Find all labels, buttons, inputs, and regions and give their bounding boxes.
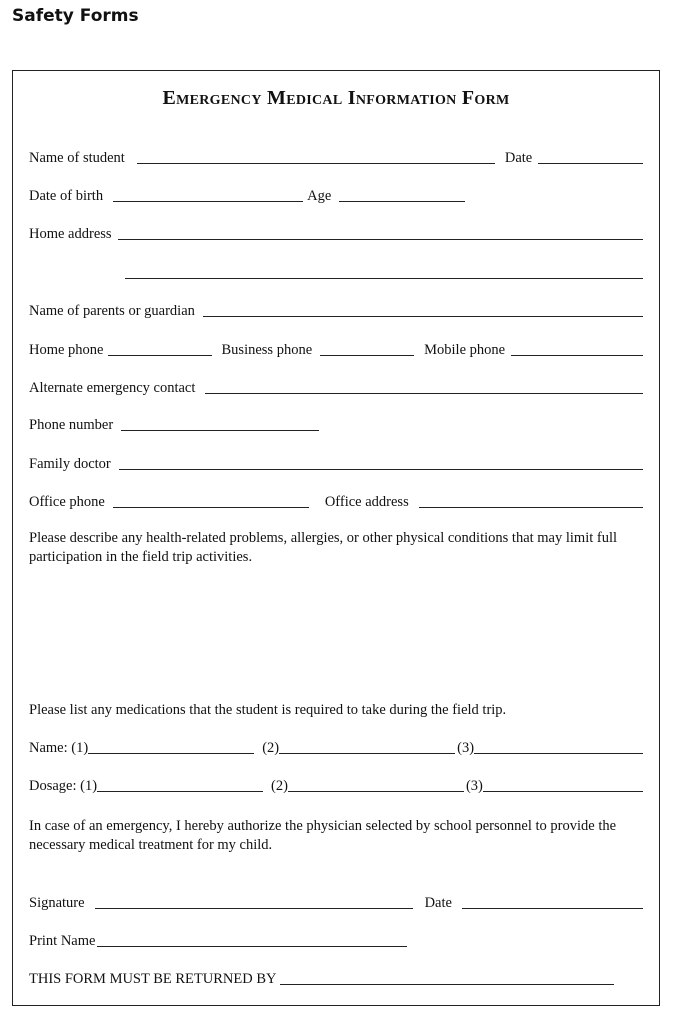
label-dosage-1: Dosage: (1) bbox=[29, 778, 98, 794]
field-medication-name-2[interactable] bbox=[279, 752, 455, 754]
field-family-doctor[interactable] bbox=[119, 468, 643, 470]
row-name-of-student bbox=[29, 145, 643, 167]
field-home-address-line-2[interactable] bbox=[125, 277, 643, 279]
field-home-phone[interactable] bbox=[108, 354, 212, 356]
label-dosage-3: (3) bbox=[465, 778, 483, 794]
row-medication-names bbox=[29, 735, 643, 757]
row-alternate-contact bbox=[29, 375, 643, 397]
row-office bbox=[29, 489, 643, 511]
form-title: Emergency Medical Information Form bbox=[162, 87, 510, 109]
field-home-address[interactable] bbox=[118, 238, 643, 240]
label-age: Age bbox=[307, 188, 332, 204]
label-return-by: THIS FORM MUST BE RETURNED BY bbox=[29, 971, 277, 987]
label-alternate-contact: Alternate emergency contact bbox=[29, 380, 196, 396]
medications-prompt: Please list any medications that the student is required to take during the field trip. bbox=[29, 702, 507, 718]
label-dosage-2: (2) bbox=[271, 778, 288, 794]
label-date: Date bbox=[504, 150, 533, 166]
field-print-name[interactable] bbox=[97, 945, 407, 947]
row-parents bbox=[29, 298, 643, 320]
label-office-address: Office address bbox=[324, 494, 409, 510]
field-parents[interactable] bbox=[203, 315, 643, 317]
field-date[interactable] bbox=[538, 162, 643, 164]
label-name-2: (2) bbox=[262, 740, 280, 756]
row-signature bbox=[29, 890, 643, 912]
field-return-by[interactable] bbox=[280, 983, 614, 985]
row-date-of-birth bbox=[29, 183, 643, 205]
form-container bbox=[12, 70, 660, 1006]
health-prompt: Please describe any health-related problems, allergies, or other physical conditions that may limit full participation in the field trip activities. bbox=[29, 530, 618, 565]
field-name-of-student[interactable] bbox=[137, 162, 495, 164]
field-dosage-1[interactable] bbox=[97, 790, 263, 792]
field-signature[interactable] bbox=[95, 907, 413, 909]
label-name-1: Name: (1) bbox=[29, 740, 89, 756]
field-age[interactable] bbox=[339, 200, 465, 202]
label-mobile-phone: Mobile phone bbox=[424, 342, 506, 358]
label-office-phone: Office phone bbox=[29, 494, 105, 510]
field-signature-date[interactable] bbox=[462, 907, 643, 909]
label-parents: Name of parents or guardian bbox=[29, 303, 195, 319]
label-signature: Signature bbox=[29, 895, 85, 911]
label-name-3: (3) bbox=[457, 740, 475, 756]
label-signature-date: Date bbox=[424, 895, 452, 911]
field-business-phone[interactable] bbox=[320, 354, 414, 356]
field-dosage-3[interactable] bbox=[483, 790, 643, 792]
row-phone-number bbox=[29, 412, 643, 434]
row-home-address bbox=[29, 221, 643, 243]
field-alternate-contact[interactable] bbox=[205, 392, 643, 394]
label-home-address: Home address bbox=[29, 226, 112, 242]
row-family-doctor bbox=[29, 451, 643, 473]
label-name-of-student: Name of student bbox=[29, 150, 125, 166]
health-description-area[interactable] bbox=[29, 571, 643, 691]
label-print-name: Print Name bbox=[29, 933, 96, 949]
label-date-of-birth: Date of birth bbox=[29, 188, 104, 204]
field-phone-number[interactable] bbox=[121, 429, 319, 431]
field-medication-name-1[interactable] bbox=[88, 752, 254, 754]
page-header: Safety Forms bbox=[12, 6, 139, 26]
field-dosage-2[interactable] bbox=[288, 790, 464, 792]
label-home-phone: Home phone bbox=[29, 342, 104, 358]
authorization-statement: In case of an emergency, I hereby authorize the physician selected by school personnel to provide the necessary medical treatment for my child. bbox=[29, 818, 617, 853]
label-family-doctor: Family doctor bbox=[29, 456, 111, 472]
row-phones bbox=[29, 337, 643, 359]
label-phone-number: Phone number bbox=[29, 417, 114, 433]
field-mobile-phone[interactable] bbox=[511, 354, 643, 356]
row-return-by bbox=[29, 966, 643, 988]
field-date-of-birth[interactable] bbox=[113, 200, 303, 202]
field-office-address[interactable] bbox=[419, 506, 643, 508]
field-medication-name-3[interactable] bbox=[474, 752, 643, 754]
field-office-phone[interactable] bbox=[113, 506, 309, 508]
row-dosages bbox=[29, 773, 643, 795]
row-print-name bbox=[29, 928, 643, 950]
label-business-phone: Business phone bbox=[221, 342, 313, 358]
